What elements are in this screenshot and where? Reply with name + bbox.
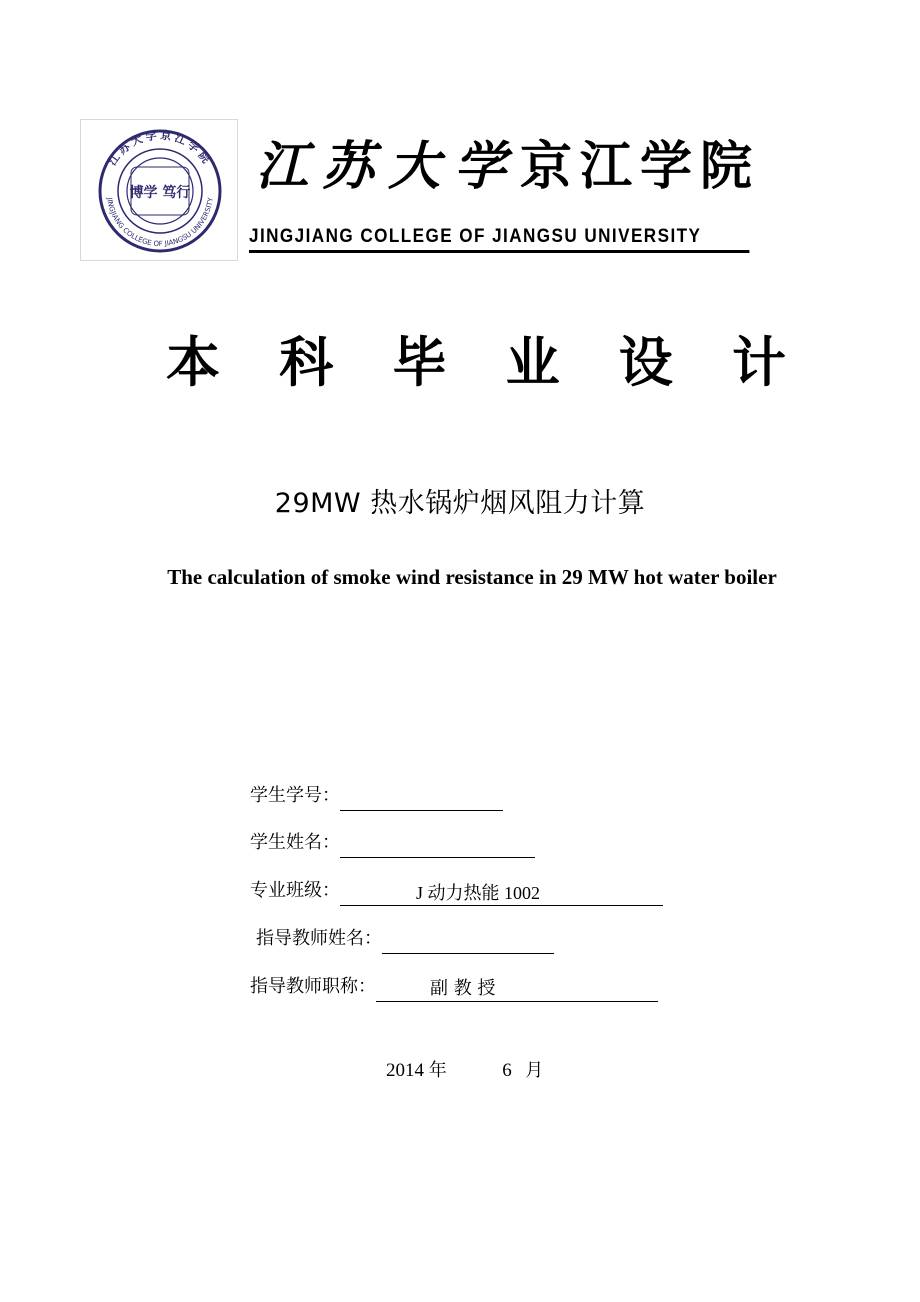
college-name-cn-part2: 京江学院 xyxy=(520,136,761,197)
date-year-unit: 年 xyxy=(428,1060,447,1081)
college-seal-icon xyxy=(91,129,229,253)
class-label: 专业班级： xyxy=(250,880,340,901)
submission-date xyxy=(386,1057,543,1085)
student-name-value xyxy=(340,832,535,858)
class-field xyxy=(250,876,663,906)
advisor-name-field xyxy=(256,924,554,954)
advisor-name-label: 指导教师姓名： xyxy=(256,928,382,949)
title-char: 科 xyxy=(279,331,334,394)
college-name-cn-part1: 江苏大学 xyxy=(256,136,521,197)
student-name-label: 学生姓名： xyxy=(250,832,340,853)
date-month-unit: 月 xyxy=(525,1060,544,1081)
student-id-label: 学生学号： xyxy=(250,785,340,806)
seal-top-text: 江苏大学京江学院 xyxy=(105,129,215,168)
seal-inner-text: 博学 笃行 xyxy=(129,185,191,201)
date-month: 6 xyxy=(502,1060,512,1081)
student-id-field xyxy=(250,781,503,811)
student-name-field xyxy=(250,828,535,858)
title-char: 毕 xyxy=(392,331,447,394)
advisor-name-value xyxy=(382,928,554,954)
title-char: 本 xyxy=(166,331,220,394)
advisor-title-label: 指导教师职称： xyxy=(250,976,376,997)
class-value: J 动力热能 1002 xyxy=(340,880,663,906)
college-name-cn xyxy=(256,128,808,206)
date-year: 2014 xyxy=(386,1060,424,1081)
student-id-value xyxy=(340,785,503,811)
thesis-title-en: The calculation of smoke wind resistance in 29 MW hot water boiler xyxy=(167,565,777,589)
svg-text:JINGJIANG COLLEGE OF JIANGSU U xyxy=(105,196,215,248)
seal-bottom-text: JINGJIANG COLLEGE OF JIANGSU UNIVERSITY xyxy=(105,197,215,249)
college-name-en: JINGJIANG COLLEGE OF JIANGSU UNIVERSITY xyxy=(249,224,749,253)
advisor-title-field xyxy=(250,972,658,1002)
title-char: 设 xyxy=(618,331,673,394)
college-logo xyxy=(80,119,238,261)
title-char: 计 xyxy=(731,331,786,394)
title-char: 业 xyxy=(505,331,560,394)
document-type-title xyxy=(166,328,786,398)
thesis-title-cn: 29MW 热水锅炉烟风阻力计算 xyxy=(274,488,646,519)
advisor-title-value: 副 教 授 xyxy=(376,976,658,1002)
